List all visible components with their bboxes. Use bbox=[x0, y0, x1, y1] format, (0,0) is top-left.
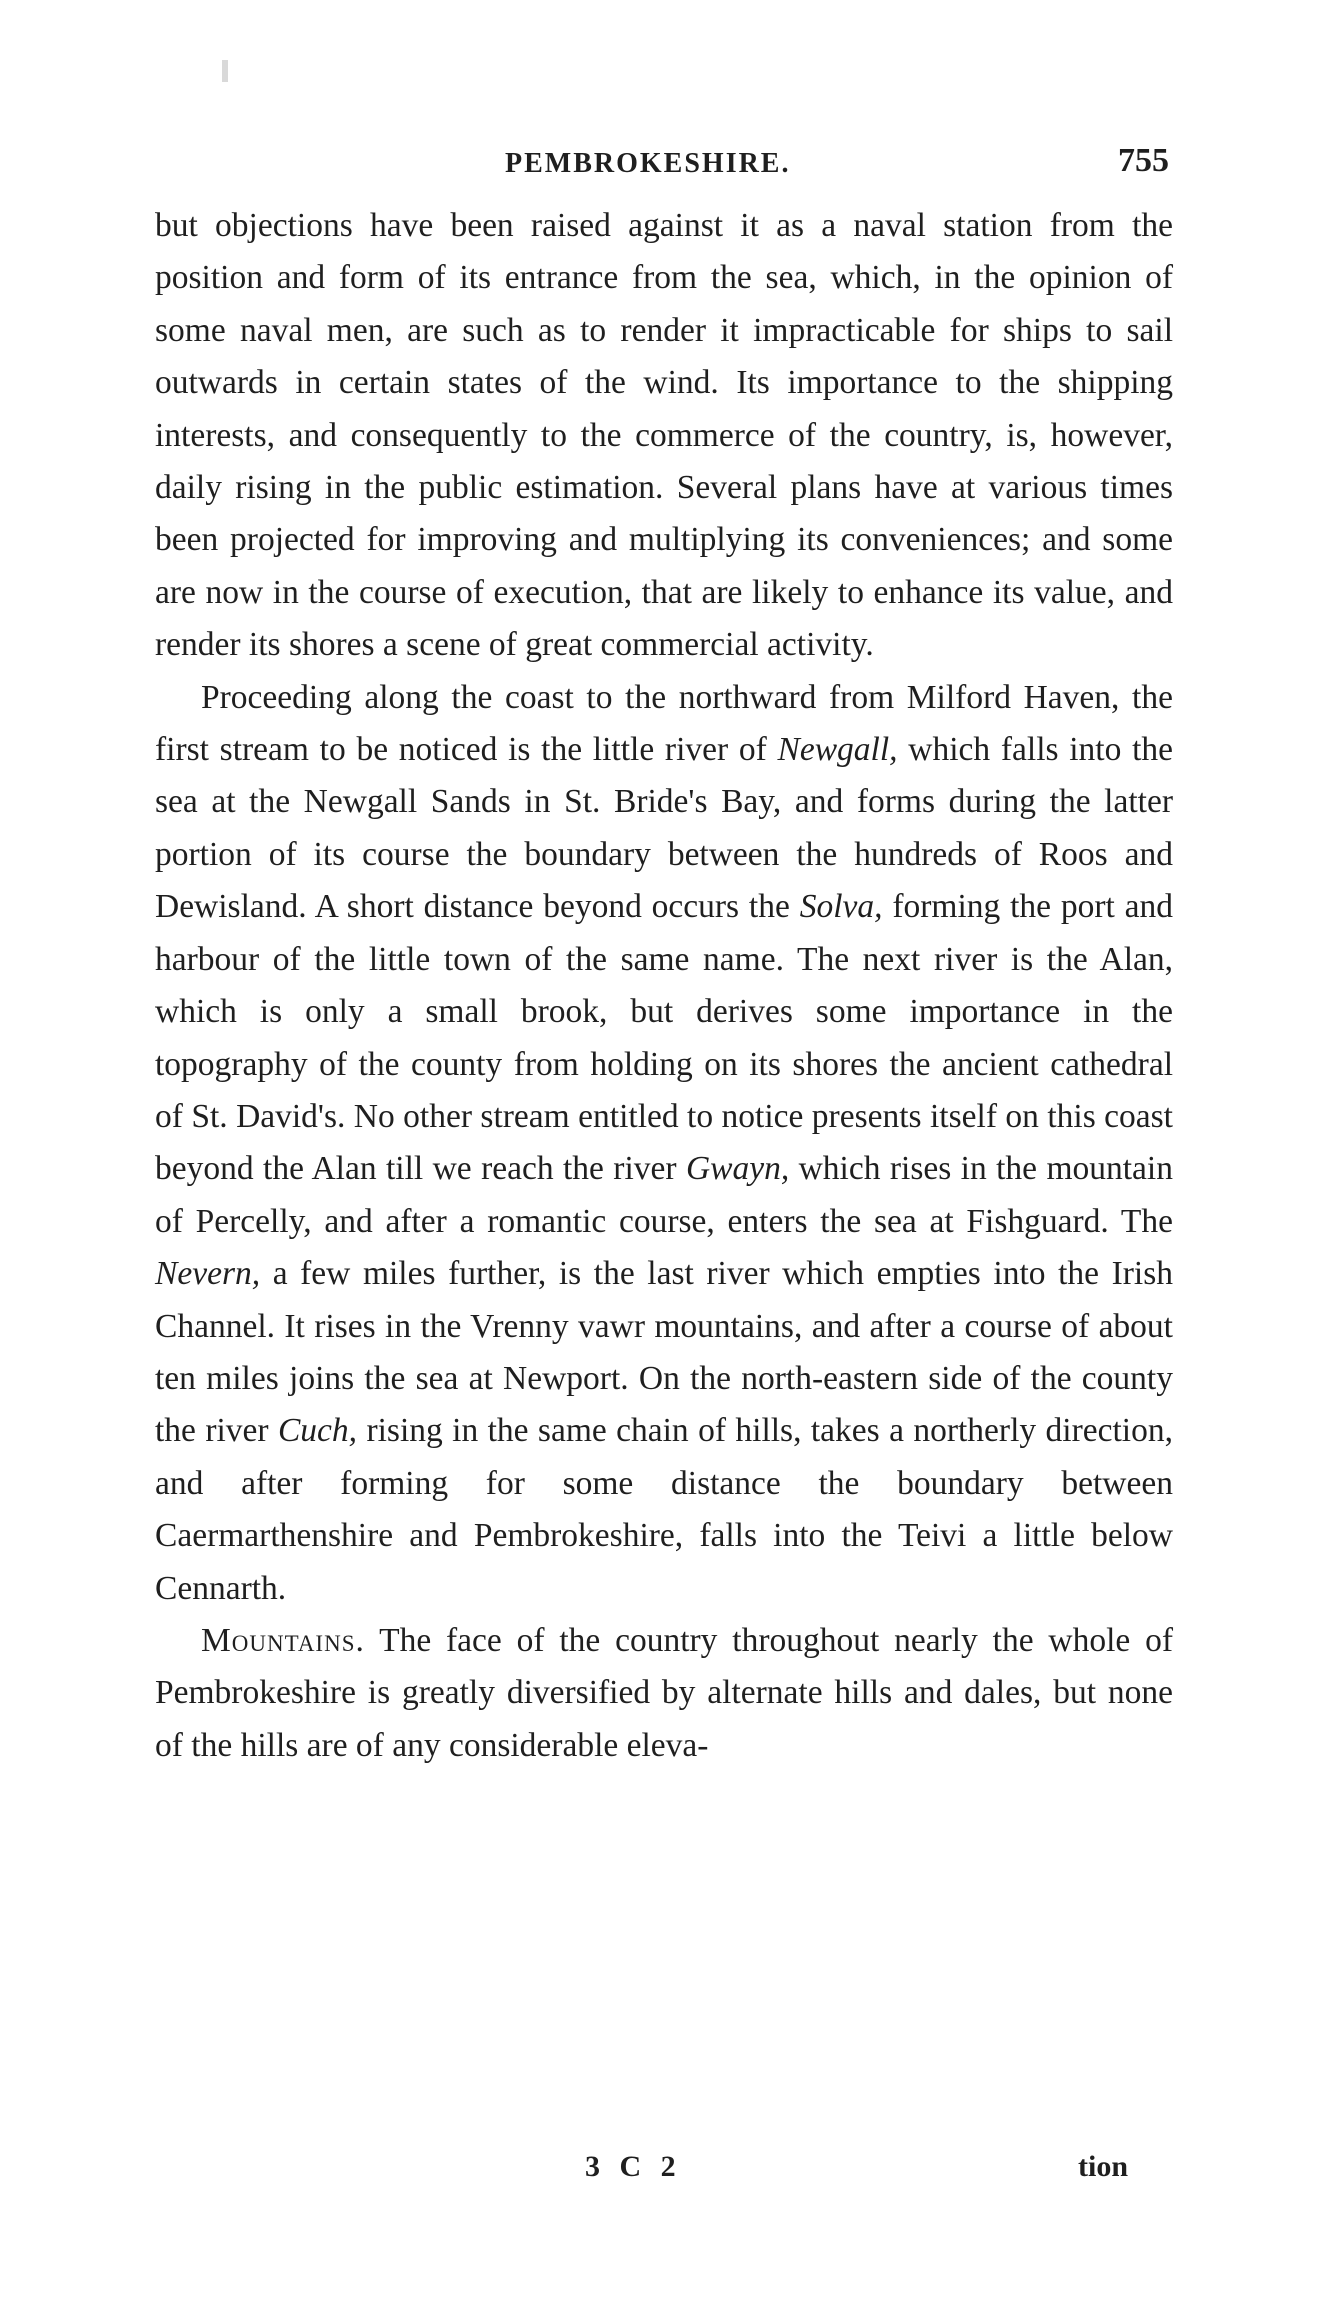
text-run: rising in the same chain of hills, takes a northerly direction, and after forming for some distance the boundary between Caermarthenshire and Pembrokeshire, falls into the Teivi a little below Cennarth. bbox=[155, 1412, 1173, 1607]
running-head: PEMBROKESHIRE. bbox=[505, 148, 791, 179]
text-run: which rises in the mountain of Percelly, and after a romantic course, enters the sea at Fishguard. The bbox=[155, 1150, 1173, 1240]
text-run: which falls into the sea at the Newgall Sands in St. Bride's Bay, and forms during the latter portion of its course the boundary between the hundreds of Roos and Dewisland. A short distance beyond occurs the bbox=[155, 731, 1174, 926]
text-run: a few miles further, is the last river which empties into the Irish Channel. It rises in the Vrenny vawr mountains, and after a course of about ten miles joins the sea at Newport. On the north-eastern side of the county the river bbox=[155, 1255, 1173, 1450]
text-run: forming the port and harbour of the little town of the same name. The next river is the Alan, which is only a small brook, but derives some importance in the topography of the county from holding on its shores the ancient cathedral of St. David's. No other stream entitled to notice presents itself on this coast beyond the Alan till we reach the river bbox=[155, 888, 1173, 1188]
river-name-gwayn: Gwayn, bbox=[685, 1150, 790, 1188]
paragraph-naval-station bbox=[155, 200, 1173, 672]
river-name-newgall: Newgall, bbox=[777, 731, 898, 769]
page-footer bbox=[0, 2150, 1338, 2200]
section-heading-mountains: Mountains. bbox=[201, 1621, 365, 1659]
river-name-nevern: Nevern, bbox=[155, 1255, 261, 1293]
paragraph-rivers bbox=[155, 672, 1173, 1615]
signature-mark: 3 C 2 bbox=[585, 2150, 682, 2183]
river-name-cuch: Cuch, bbox=[277, 1412, 358, 1450]
margin-mark bbox=[222, 60, 228, 82]
catchword: tion bbox=[1078, 2150, 1129, 2183]
page-number: 755 bbox=[1118, 142, 1169, 179]
page-header bbox=[0, 142, 1338, 192]
body-text bbox=[155, 200, 1173, 1772]
text-run: but objections have been raised against it as a naval station from the position and form of its entrance from the sea, which, in the opinion of some naval men, are such as to render it impracticable for ships to sail outwards in certain states of the wind. Its importance to the shipping interests, and consequently to the commerce of the country, is, however, daily rising in the public estimation. Several plans have at various times been projected for improving and multiplying its conveniences; and some are now in the course of execution, that are likely to enhance its value, and render its shores a scene of great commercial activity. bbox=[155, 207, 1173, 664]
paragraph-mountains bbox=[155, 1615, 1173, 1772]
text-run: The face of the country throughout nearly the whole of Pembrokeshire is greatly diversified by alternate hills and dales, but none of the hills are of any considerable eleva- bbox=[155, 1621, 1173, 1764]
river-name-solva: Solva, bbox=[799, 888, 883, 926]
text-run: Proceeding along the coast to the northward from Milford Haven, the first stream to be noticed is the little river of bbox=[155, 678, 1173, 769]
